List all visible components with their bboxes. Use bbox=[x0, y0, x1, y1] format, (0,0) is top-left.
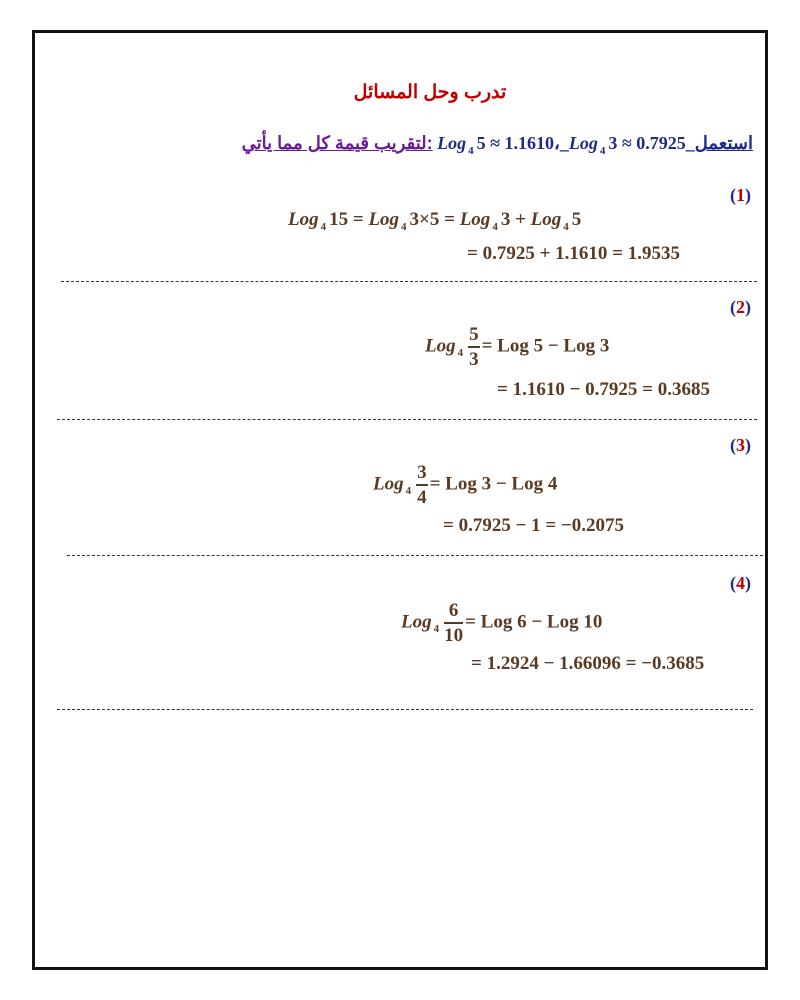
problem-4-line2: = 1.2924 − 1.66096 = −0.3685 bbox=[471, 653, 705, 674]
problem-1-line2: = 0.7925 + 1.1610 = 1.9535 bbox=[467, 243, 680, 264]
worksheet-page bbox=[32, 30, 768, 970]
given1-base: 4 bbox=[599, 145, 606, 157]
problem-2-number: (2) bbox=[730, 297, 751, 317]
problem-2-line1: Log $_4$ $\frac{5}{3}$ = Log 5 − Log 3 bbox=[425, 324, 610, 370]
problem-4-line1: Log $_4$ $\frac{6}{10}$ = Log 6 − Log 10 bbox=[401, 600, 603, 646]
given2-approx: ≈ bbox=[490, 133, 501, 153]
problem-2-line2: = 1.1610 − 0.7925 = 0.3685 bbox=[497, 379, 710, 400]
given2-log: Log bbox=[437, 133, 467, 153]
divider bbox=[61, 281, 757, 282]
problem-3-line2: = 0.7925 − 1 = −0.2075 bbox=[443, 515, 625, 536]
problem-4-number: (4) bbox=[730, 573, 751, 593]
given2-arg: 5 bbox=[476, 133, 486, 153]
instruction-text: لتقريب قيمة كل مما يأتي: bbox=[241, 133, 433, 153]
separator: ، bbox=[554, 133, 560, 153]
divider bbox=[67, 555, 763, 556]
problem-1-line1: Log $_4$ 15 = Log $_4$ 3×5 = Log $_4$ 3 + Log $_4$ 5 bbox=[288, 209, 582, 233]
given1-value: 0.7925 bbox=[636, 133, 686, 153]
problem-4-fraction: $\frac{6}{10}$ bbox=[444, 600, 464, 646]
problem-3-line1: Log $_4$ $\frac{3}{4}$ = Log 3 − Log 4 bbox=[373, 462, 558, 508]
given1-approx: ≈ bbox=[621, 133, 632, 153]
given1-arg: 3 bbox=[608, 133, 618, 153]
instruction-verb: استعمل bbox=[694, 133, 753, 153]
given1-log: Log bbox=[568, 133, 598, 153]
divider bbox=[57, 709, 753, 710]
divider bbox=[57, 419, 757, 420]
given2-base: 4 bbox=[468, 145, 474, 157]
problem-3-number: (3) bbox=[730, 435, 751, 455]
problem-2-fraction: $\frac{5}{3}$ bbox=[469, 324, 479, 370]
given2-value: 1.1610 bbox=[504, 133, 555, 153]
page-title: تدرب وحل المسائل bbox=[353, 82, 507, 103]
instructions: لتقريب قيمة كل مما يأتي: Log $_4$ 5 ≈ 1.1610،_Log $_4$ 3 ≈ 0.7925_استعمل bbox=[241, 133, 753, 157]
problem-3-fraction: $\frac{3}{4}$ bbox=[417, 462, 427, 508]
problem-1-number: (1) bbox=[730, 185, 751, 205]
